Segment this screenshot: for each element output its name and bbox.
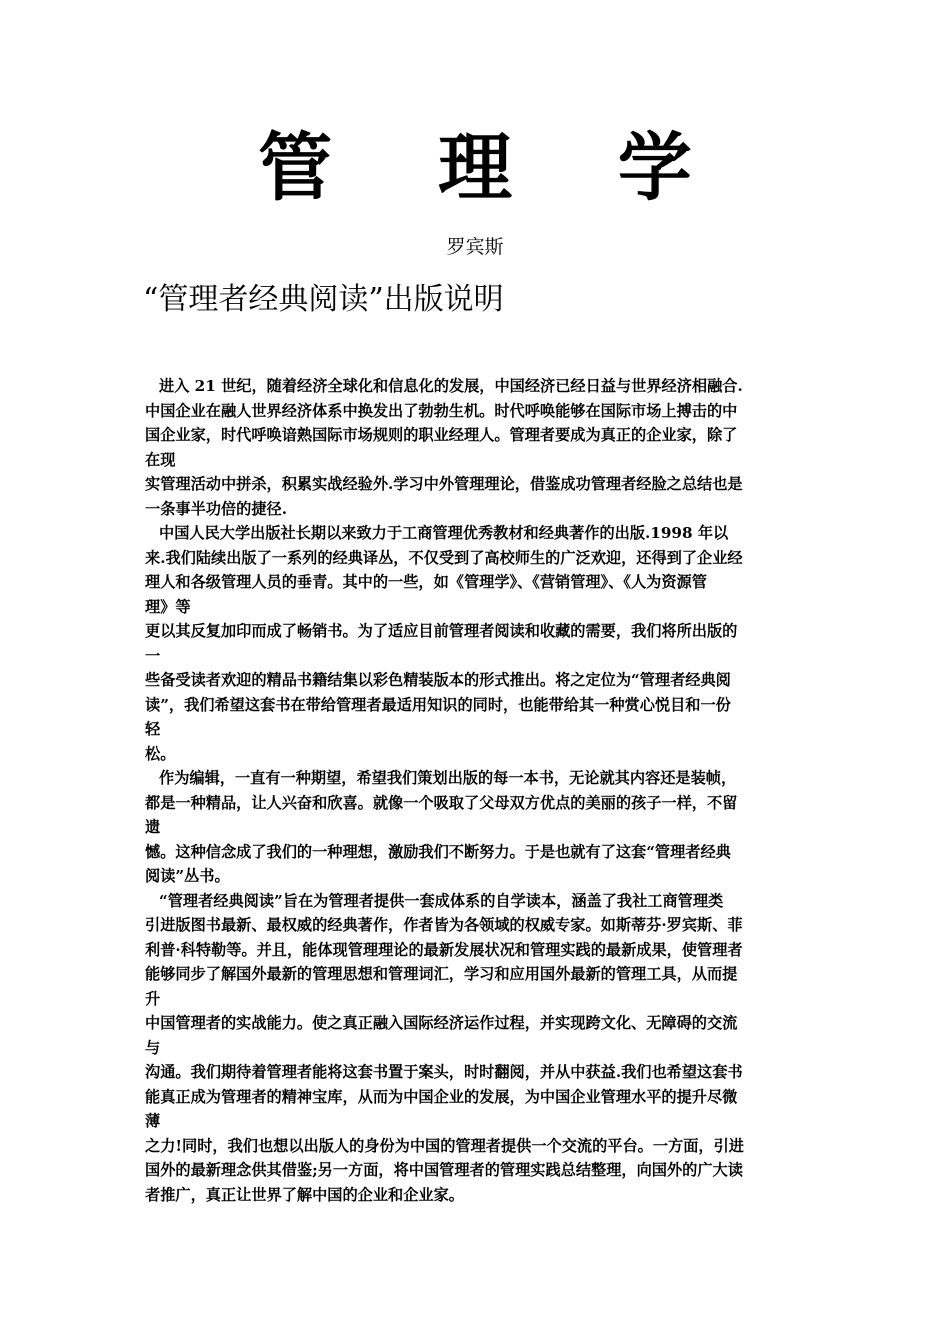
text-line: 憾。这种信念成了我们的一种理想，激励我们不断努力。于是也就有了这套“管理者经典 xyxy=(145,842,731,861)
text-line: 中国管理者的实战能力。使之真正融入国际经济运作过程，并实现跨文化、无障碍的交流 xyxy=(145,1014,738,1032)
text-line: 理》等 xyxy=(145,597,191,616)
text-line: 理人和各级管理人员的垂青。其中的一些，如《管理学》、《营销管理》、《人为资源管 xyxy=(145,573,707,591)
text-line: 中国人民大学出版社长期以来致力于工商管理优秀教材和经典著作的出版.1998 年以 xyxy=(159,524,729,542)
text-line: 国企业家，时代呼唤谙熟国际市场规则的职业经理人。管理者要成为真正的企业家，除了 xyxy=(145,426,738,444)
text-line: 之力!同时，我们也想以出版人的身份为中国的管理者提供一个交流的平台。一方面，引进 xyxy=(145,1136,744,1155)
author-name: 罗宾斯 xyxy=(446,236,504,258)
text-line: 来.我们陆续出版了一系列的经典译丛，不仅受到了高校师生的广泛欢迎，还得到了企业经 xyxy=(145,548,743,567)
text-line: 些备受读者欢迎的精品书籍结集以彩色精装版本的形式推出。将之定位为“管理者经典阅 xyxy=(145,671,731,689)
text-line: 国外的最新理念供其借鉴;另一方面，将中国管理者的管理实践总结整理，向国外的广大读 xyxy=(145,1161,743,1179)
text-line: 实管理活动中拼杀，积累实战经验外.学习中外管理理论，借鉴成功管理者经脸之总结也是 xyxy=(145,475,743,493)
text-line: 在现 xyxy=(145,450,176,469)
body-text xyxy=(145,374,817,1207)
text-line: 能真正成为管理者的精神宝库，从而为中国企业的发展，为中国企业管理水平的提升尽微 xyxy=(145,1087,738,1106)
text-line: 中国企业在融人世界经济体系中换发出了勃勃生机。时代呼唤能够在国际市场上搏击的中 xyxy=(145,401,738,420)
text-line: 与 xyxy=(145,1038,161,1057)
text-line: 读”，我们希望这套书在带给管理者最适用知识的同时，也能带给其一种赏心悦目和一份 xyxy=(145,695,731,714)
text-line: 作为编辑，一直有一种期望，希望我们策划出版的每一本书，无论就其内容还是装帧， xyxy=(159,769,737,787)
text-line: 更以其反复加印而成了畅销书。为了适应目前管理者阅读和收藏的需要，我们将所出版的 xyxy=(145,622,738,640)
text-line: 沟通。我们期待着管理者能将这套书置于案头，时时翻阅，并从中获益.我们也希望这套书 xyxy=(145,1063,743,1081)
text-line: 松。 xyxy=(145,744,176,763)
text-line: 进入 21 世纪，随着经济全球化和信息化的发展，中国经济已经日益与世界经济相融合. xyxy=(159,377,743,395)
text-line: 遗 xyxy=(145,818,161,836)
text-line: “管理者经典阅读”旨在为管理者提供一套成体系的自学读本，涵盖了我社工商管理类 xyxy=(159,891,724,910)
text-line: 利普·科特勒等。并且，能体现管理理论的最新发展状况和管理实践的最新成果，使管理者 xyxy=(145,940,743,959)
text-line: 升 xyxy=(145,989,161,1008)
text-line: 一条事半功倍的捷径. xyxy=(145,499,287,518)
text-line: 都是一种精品，让人兴奋和欣喜。就像一个吸取了父母双方优点的美丽的孩子一样，不留 xyxy=(145,793,738,812)
text-line: 一 xyxy=(145,646,161,665)
text-line: 引进版图书最新、最权威的经典著作，作者皆为各领域的权威专家。如斯蒂芬·罗宾斯、菲 xyxy=(145,916,743,934)
section-heading: “管理者经典阅读”出版说明 xyxy=(143,282,504,317)
document-title: 管 理 学 xyxy=(258,125,732,211)
text-line: 薄 xyxy=(145,1112,161,1130)
text-line: 轻 xyxy=(145,720,161,738)
text-line: 者推广，真正让世界了解中国的企业和企业家。 xyxy=(145,1185,464,1204)
text-line: 阅读”丛书。 xyxy=(145,867,230,885)
text-line: 能够同步了解国外最新的管理思想和管理词汇，学习和应用国外最新的管理工具，从而提 xyxy=(145,965,738,983)
